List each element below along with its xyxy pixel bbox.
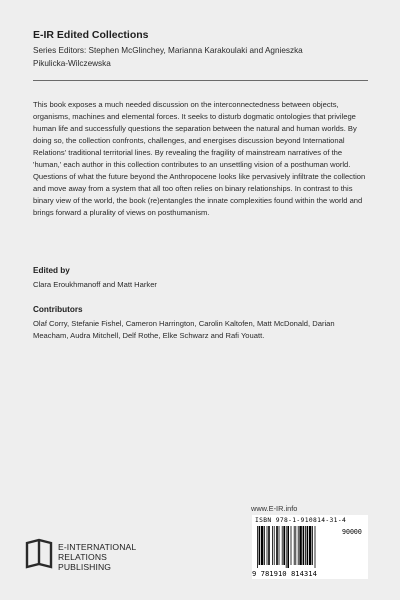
barcode-bars bbox=[255, 526, 339, 568]
book-description: This book exposes a much needed discussion on the interconnectedness between objects, organisms, machines and elemental forces. It seeks to disturb dogmatic ontologies that privilege human life and successfully questions the separation between the natural and human worlds. By doing so, the collection confronts, challenges, and energises discussion beyond International Relations' traditional territorial lines. By revealing the fragility of mainstream narratives of the 'human,' each author in this collection contributes to an unsettling vision of a posthuman world. Questions of what the future beyond the Anthropocene looks like pervasively infiltrate the collection and move away from a system that all too often relies on binary relationships. In contrast to this binary view of the world, the book (re)entangles the innate complexities found within the world and brings forward a plurality of views on posthumanism. bbox=[33, 100, 366, 217]
publisher-name bbox=[58, 542, 136, 572]
barcode-bar bbox=[267, 526, 268, 565]
barcode bbox=[252, 515, 368, 579]
series-editors: Series Editors: Stephen McGlinchey, Marianna Karakoulaki and Agnieszka Pikulicka-Wilczewska bbox=[33, 46, 303, 68]
barcode-bar bbox=[299, 526, 301, 565]
series-title: E-IR Edited Collections bbox=[33, 29, 149, 41]
publisher-line-2: RELATIONS bbox=[58, 552, 107, 562]
barcode-digits: 9 781910 814314 bbox=[252, 569, 317, 578]
barcode-bar bbox=[287, 526, 289, 568]
website-url: www.E-IR.info bbox=[251, 504, 298, 513]
barcode-bar bbox=[272, 526, 273, 565]
barcode-bar bbox=[315, 526, 316, 568]
editors-names: Clara Eroukhmanoff and Matt Harker bbox=[33, 280, 157, 289]
barcode-bar bbox=[282, 526, 283, 565]
barcode-bar bbox=[291, 526, 292, 565]
barcode-bar bbox=[303, 526, 305, 565]
publisher-line-3: PUBLISHING bbox=[58, 562, 112, 572]
edited-by-heading: Edited by bbox=[33, 266, 70, 275]
barcode-bar bbox=[309, 526, 311, 565]
barcode-bar bbox=[312, 526, 313, 565]
barcode-bar bbox=[279, 526, 280, 565]
barcode-bar bbox=[286, 526, 287, 568]
barcode-bar bbox=[307, 526, 309, 565]
barcode-bar bbox=[264, 526, 265, 565]
barcode-bar bbox=[305, 526, 306, 565]
barcode-bar bbox=[294, 526, 295, 565]
barcode-bar bbox=[257, 526, 258, 568]
isbn-text: ISBN 978-1-910814-31-4 bbox=[255, 517, 347, 524]
publisher-line-1: E-INTERNATIONAL bbox=[58, 542, 137, 552]
price-code: 90000 bbox=[342, 528, 362, 536]
barcode-bar bbox=[259, 526, 261, 565]
barcode-bar bbox=[261, 526, 263, 565]
open-book-icon bbox=[24, 537, 54, 571]
barcode-bar bbox=[274, 526, 275, 565]
barcode-bar bbox=[283, 526, 285, 565]
barcode-bar bbox=[295, 526, 296, 565]
contributors-names: Olaf Corry, Stefanie Fishel, Cameron Harrington, Carolin Kaltofen, Matt McDonald, Darian Meacham, Audra Mitchell, Delf Rothe, Elke Schwarz and Rafi Youatt. bbox=[33, 319, 335, 340]
contributors-heading: Contributors bbox=[33, 305, 83, 314]
barcode-bar bbox=[298, 526, 299, 565]
divider bbox=[33, 80, 368, 81]
barcode-bar bbox=[268, 526, 270, 565]
barcode-bar bbox=[276, 526, 278, 565]
